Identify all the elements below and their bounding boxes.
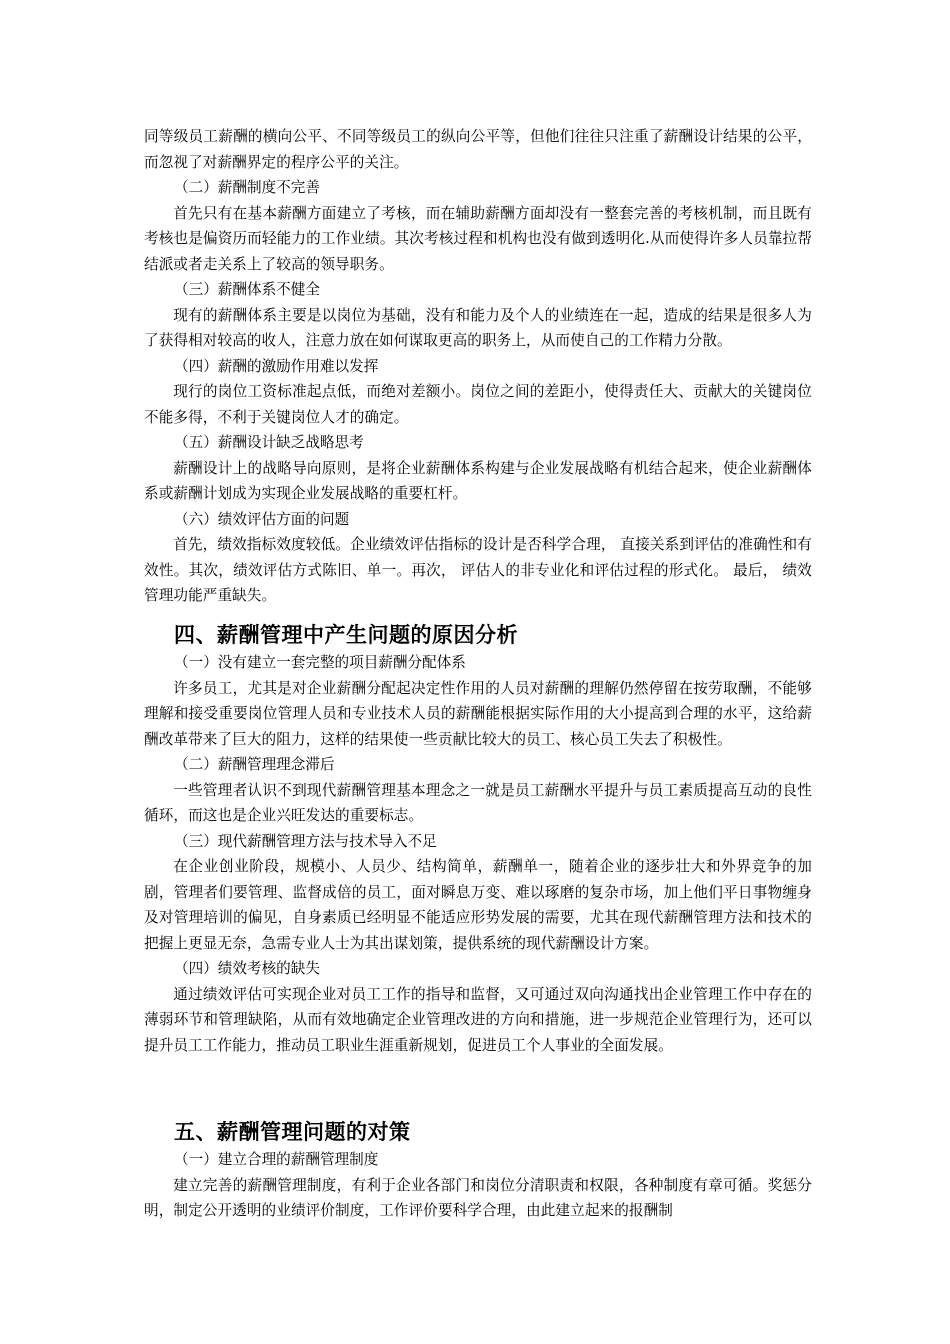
paragraph-2-2: 首先只有在基本薪酬方面建立了考核，而在辅助薪酬方面却没有一整套完善的考核机制，而且既有考核也是偏资历而轻能力的工作业绩。其次考核过程和机构也没有做到透明化.从而使得许多人员靠拉帮结派或者走关系上了较高的领导职务。 <box>144 204 812 273</box>
paragraph-4-3: 在企业创业阶段，规模小、人员少、结构简单，薪酬单一，随着企业的逐步壮大和外界竞争的加剧，管理者们要管理、监督成倍的员工，面对瞬息万变、难以琢磨的复杂市场，加上他们平日事物缠身及对管理培训的偏见，自身素质已经明显不能适应形势发展的需要，尤其在现代薪酬管理方法和技术的把握上更显无奈，急需专业人士为其出谋划策，提供系统的现代薪酬设计方案。 <box>144 858 812 952</box>
subheading-5-1: （一）建立合理的薪酬管理制度 <box>174 1151 379 1168</box>
subheading-4-2: （二）薪酬管理理念滞后 <box>174 756 335 773</box>
section-4-heading: 四、薪酬管理中产生问题的原因分析 <box>174 623 518 647</box>
subheading-2-4: （四）薪酬的激励作用难以发挥 <box>174 357 379 375</box>
paragraph-2-3: 现有的薪酬体系主要是以岗位为基础，没有和能力及个人的业绩连在一起，造成的结果是很多人为了获得相对较高的收人，注意力放在如何谋取更高的职务上，从而使自己的工作精力分散。 <box>144 306 812 349</box>
subheading-4-4: （四）绩效考核的缺失 <box>174 960 320 977</box>
content-top <box>144 124 812 609</box>
section-5 <box>144 1117 812 1224</box>
paragraph-5-1: 建立完善的薪酬管理制度，有利于企业各部门和岗位分清职责和权限，各种制度有章可循。奖惩分明，制定公开透明的业绩评价制度，工作评价要科学合理，由此建立起来的报酬制 <box>144 1176 812 1219</box>
section-4 <box>144 620 812 1058</box>
subheading-2-2: （二）薪酬制度不完善 <box>174 179 320 196</box>
paragraph-4-1: 许多员工，尤其是对企业薪酬分配起决定性作用的人员对薪酬的理解仍然停留在按劳取酬，不能够理解和接受重要岗位管理人员和专业技术人员的薪酬能根据实际作用的大小提高到合理的水平，这给薪酬改革带来了巨大的阻力，这样的结果使一些贡献比较大的员工、核心员工失去了积极性。 <box>144 679 812 748</box>
section-5-heading: 五、薪酬管理问题的对策 <box>174 1120 411 1144</box>
subheading-2-3: （三）薪酬体系不健全 <box>174 281 320 298</box>
subheading-2-5: （五）薪酬设计缺乏战略思考 <box>174 434 364 451</box>
paragraph-2-5: 薪酬设计上的战略导向原则，是将企业薪酬体系构建与企业发展战略有机结合起来，使企业薪酬体系或薪酬计划成为实现企业发展战略的重要杠杆。 <box>144 459 812 502</box>
paragraph-continued: 同等级员工薪酬的横向公平、不同等级员工的纵向公平等，但他们往往只注重了薪酬设计结果的公平，而忽视了对薪酬界定的程序公平的关注。 <box>144 128 812 171</box>
paragraph-2-4: 现行的岗位工资标准起点低，而绝对差额小。岗位之间的差距小，使得责任大、贡献大的关键岗位不能多得，不利于关键岗位人才的确定。 <box>144 383 812 426</box>
subheading-4-1: （一）没有建立一套完整的项目薪酬分配体系 <box>174 654 466 671</box>
subheading-2-6: （六）绩效评估方面的问题 <box>174 510 350 528</box>
paragraph-2-6: 首先，绩效指标效度较低。企业绩效评估指标的设计是否科学合理， 直接关系到评估的准确性和有效性。其次，绩效评估方式陈旧、单一。再次， 评估人的非专业化和评估过程的形式化。 最后， 绩效管理功能严重缺失。 <box>144 536 812 604</box>
paragraph-4-2: 一些管理者认识不到现代薪酬管理基本理念之一就是员工薪酬水平提升与员工素质提高互动的良性循环，而这也是企业兴旺发达的重要标志。 <box>144 781 812 824</box>
subheading-4-3: （三）现代薪酬管理方法与技术导入不足 <box>174 832 437 850</box>
paragraph-4-4: 通过绩效评估可实现企业对员工工作的指导和监督，又可通过双向沟通找出企业管理工作中存在的薄弱环节和管理缺陷，从而有效地确定企业管理改进的方向和措施，进一步规范企业管理行为，还可以提升员工工作能力，推动员工职业生涯重新规划，促进员工个人事业的全面发展。 <box>144 985 812 1054</box>
